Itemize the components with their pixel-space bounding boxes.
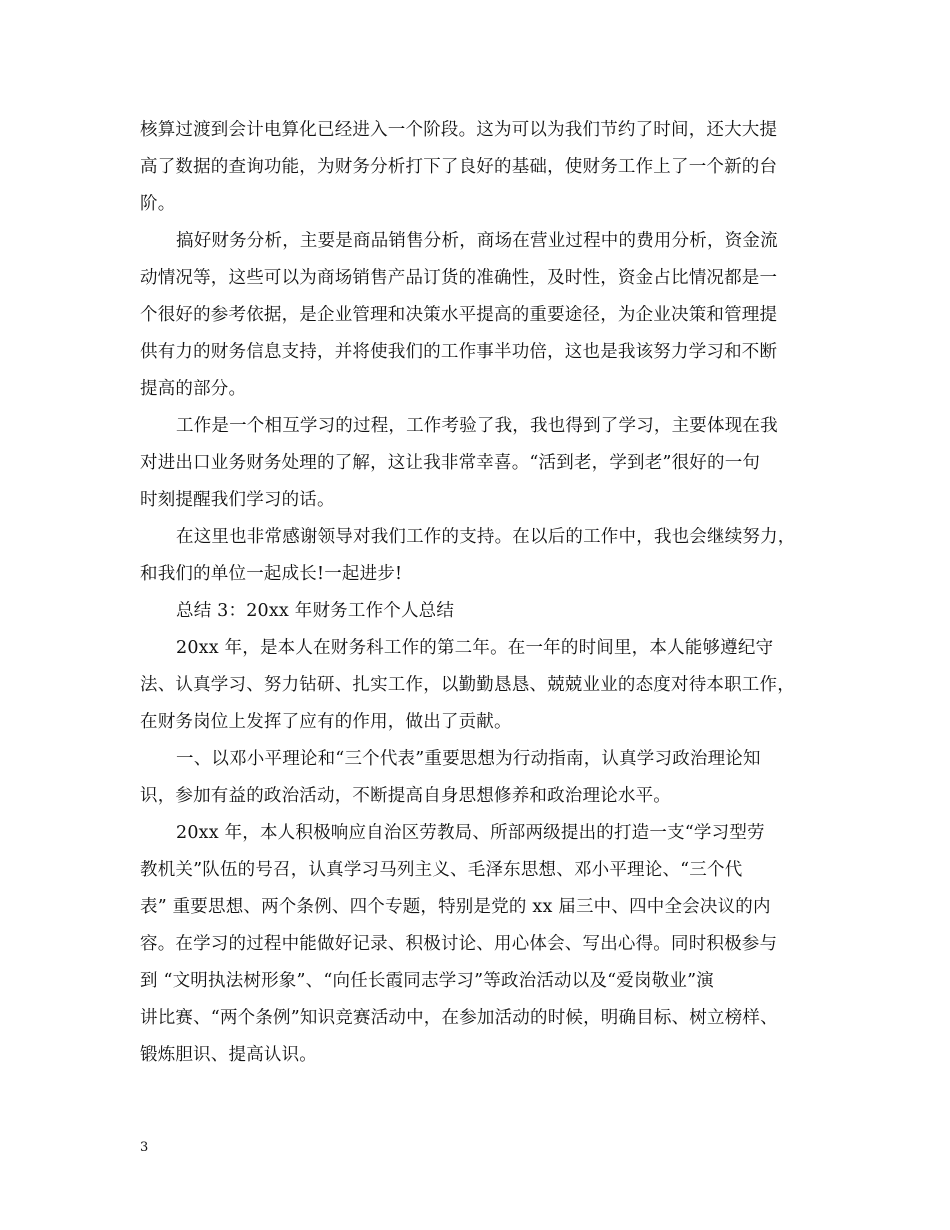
- text-line: 表” 重要思想、两个条例、四个专题，特别是党的 xx 届三中、四中全会决议的内: [140, 897, 771, 917]
- text-line: 动情况等，这些可以为商场销售产品订货的准确性，及时性，资金占比情况都是一: [140, 268, 778, 288]
- paragraph-first-line: 20xx 年，本人积极响应自治区劳教局、所部两级提出的打造一支“学习型劳: [176, 823, 765, 843]
- paragraph-first-line: 在这里也非常感谢领导对我们工作的支持。在以后的工作中，我也会继续努力，: [176, 527, 796, 547]
- paragraph-first-line: 20xx 年，是本人在财务科工作的第二年。在一年的时间里，本人能够遵纪守: [176, 638, 774, 658]
- section-heading: 总结 3：20xx 年财务工作个人总结: [176, 601, 455, 621]
- text-line: 识，参加有益的政治活动，不断提高自身思想修养和政治理论水平。: [140, 786, 671, 806]
- paragraph-first-line: 一、以邓小平理论和“三个代表”重要思想为行动指南，认真学习政治理论知: [176, 749, 761, 769]
- text-line: 讲比赛、“两个条例”知识竞赛活动中，在参加活动的时候，明确目标、树立榜样、: [140, 1008, 778, 1028]
- text-line: 锻炼胆识、提高认识。: [140, 1045, 317, 1065]
- text-line: 供有力的财务信息支持，并将使我们的工作事半功倍，这也是我该努力学习和不断: [140, 342, 778, 362]
- text-line: 和我们的单位一起成长!一起进步!: [140, 564, 403, 584]
- text-line: 阶。: [140, 194, 176, 214]
- text-line: 容。在学习的过程中能做好记录、积极讨论、用心体会、写出心得。同时积极参与: [140, 934, 778, 954]
- text-line: 在财务岗位上发挥了应有的作用，做出了贡献。: [140, 712, 512, 732]
- page-number: 3: [140, 1140, 149, 1155]
- text-line: 核算过渡到会计电算化已经进入一个阶段。这为可以为我们节约了时间，还大大提: [140, 120, 778, 140]
- text-line: 法、认真学习、努力钻研、扎实工作，以勤勤恳恳、兢兢业业的态度对待本职工作，: [140, 675, 795, 695]
- paragraph-first-line: 搞好财务分析，主要是商品销售分析，商场在营业过程中的费用分析，资金流: [176, 231, 778, 251]
- text-line: 高了数据的查询功能，为财务分析打下了良好的基础，使财务工作上了一个新的台: [140, 157, 778, 177]
- text-line: 时刻提醒我们学习的话。: [140, 490, 335, 510]
- text-line: 到 “文明执法树形象”、“向任长霞同志学习”等政治活动以及“爱岗敬业”演: [140, 971, 714, 991]
- text-line: 个很好的参考依据，是企业管理和决策水平提高的重要途径，为企业决策和管理提: [140, 305, 778, 325]
- text-line: 对进出口业务财务处理的了解，这让我非常幸喜。“活到老，学到老”很好的一句: [140, 453, 761, 473]
- paragraph-first-line: 工作是一个相互学习的过程，工作考验了我，我也得到了学习，主要体现在我: [176, 416, 778, 436]
- text-line: 教机关”队伍的号召，认真学习马列主义、毛泽东思想、邓小平理论、“三个代: [140, 860, 743, 880]
- text-line: 提高的部分。: [140, 379, 247, 399]
